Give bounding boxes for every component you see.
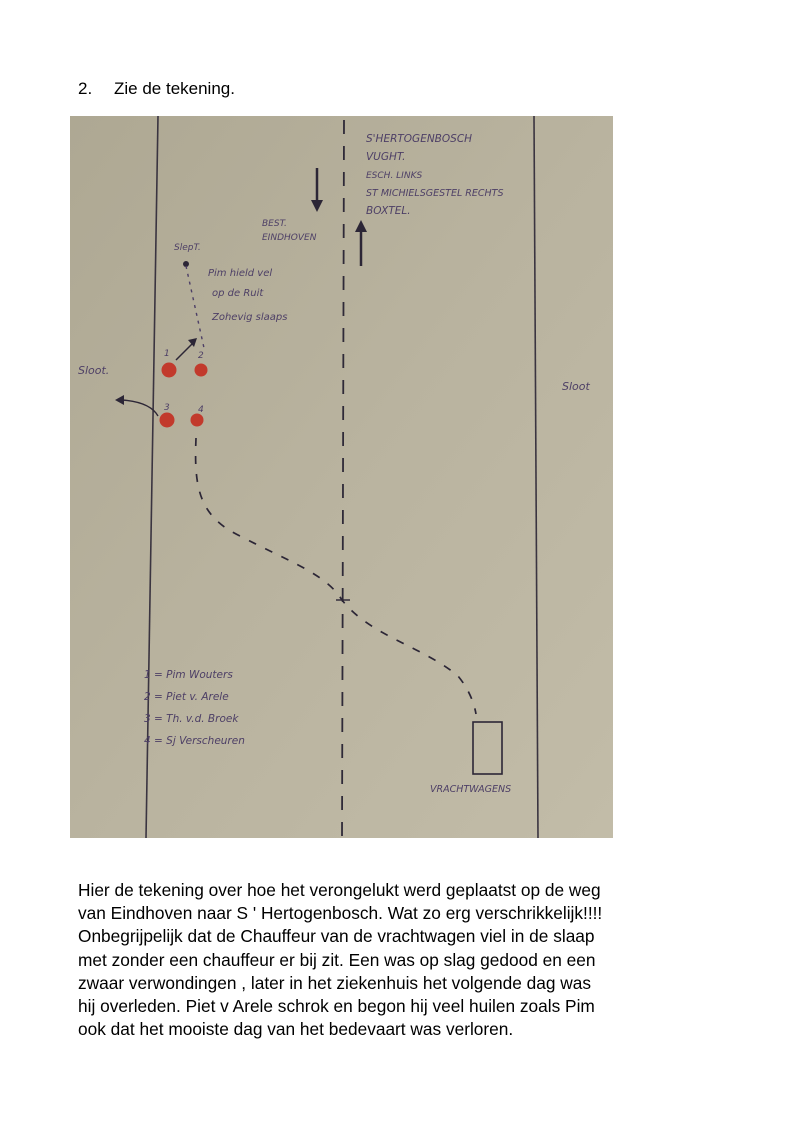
ditch-label-left: Sloot. <box>78 364 110 377</box>
ditch-label-right: Sloot <box>562 380 590 393</box>
note-line-3: Zohevig slaaps <box>212 312 288 323</box>
direction-south-1: BEST. <box>262 219 287 229</box>
direction-north-5: BOXTEL. <box>366 205 411 217</box>
slept-label: SlepT. <box>174 243 201 253</box>
direction-north-2: VUGHT. <box>366 151 406 163</box>
direction-north-4: ST MICHIELSGESTEL RECHTS <box>366 188 504 199</box>
paragraph-line: ook dat het mooiste dag van het bedevaart was verloren. <box>78 1019 514 1040</box>
note-line-1: Pim hield vel <box>208 268 273 279</box>
accident-drawing-photo <box>70 116 613 838</box>
legend-item-1: 1 = Pim Wouters <box>144 669 233 681</box>
legend-item-4: 4 = Sj Verscheuren <box>144 735 245 747</box>
direction-south-2: EINDHOVEN <box>262 233 317 243</box>
paragraph-line: Onbegrijpelijk dat de Chauffeur van de vrachtwagen viel in de slaap <box>78 926 595 947</box>
position-number-1: 1 <box>164 349 170 359</box>
person-marker-1 <box>162 363 177 378</box>
person-marker-2 <box>195 364 208 377</box>
legend-item-3: 3 = Th. v.d. Broek <box>144 713 239 725</box>
description-paragraph <box>78 879 718 1041</box>
section-title: Zie de tekening. <box>114 79 235 98</box>
truck-label: VRACHTWAGENS <box>430 784 512 795</box>
note-line-2: op de Ruit <box>212 288 264 299</box>
position-number-2: 2 <box>198 351 204 361</box>
direction-north-1: S'HERTOGENBOSCH <box>366 133 473 145</box>
person-marker-3 <box>160 413 175 428</box>
direction-north-3: ESCH. LINKS <box>366 171 423 181</box>
section-number: 2. <box>78 79 93 98</box>
legend-item-2: 2 = Piet v. Arele <box>144 691 229 703</box>
position-number-3: 3 <box>164 403 170 413</box>
accident-sketch <box>70 116 613 838</box>
paragraph-line: met zonder een chauffeur er bij zit. Een was op slag gedood en een <box>78 949 596 970</box>
section-heading <box>78 79 235 99</box>
paragraph-line: hij overleden. Piet v Arele schrok en begon hij veel huilen zoals Pim <box>78 996 595 1017</box>
paragraph-line: zwaar verwondingen , later in het ziekenhuis het volgende dag was <box>78 972 591 993</box>
paragraph-line: van Eindhoven naar S ' Hertogenbosch. Wat zo erg verschrikkelijk!!!! <box>78 903 603 924</box>
person-marker-4 <box>191 414 204 427</box>
paragraph-line: Hier de tekening over hoe het verongelukt werd geplaatst op de weg <box>78 880 601 900</box>
position-number-4: 4 <box>198 405 204 415</box>
